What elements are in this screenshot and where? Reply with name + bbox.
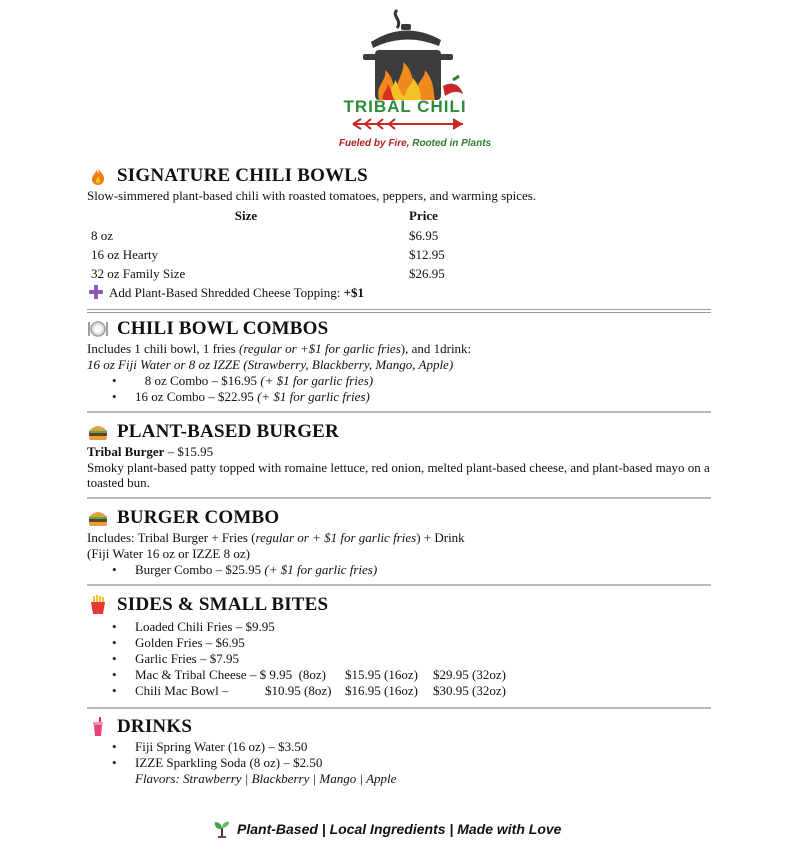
- fire-icon: [87, 166, 109, 186]
- size-header: Size: [234, 207, 258, 223]
- chili-pot-logo-icon: [335, 6, 475, 132]
- drinks-section: [87, 715, 711, 787]
- plus-icon: [89, 285, 103, 299]
- table-row: [87, 264, 487, 283]
- list-item: • 16 oz Combo – $22.95 (+ $1 for garlic fries): [87, 389, 711, 405]
- svg-text:TRIBAL CHILI: TRIBAL CHILI: [343, 97, 467, 116]
- list-item: • Fiji Spring Water (16 oz) – $3.50: [87, 739, 711, 755]
- list-item: • IZZE Sparkling Soda (8 oz) – $2.50: [87, 755, 711, 771]
- tribal-chili-logo: [335, 6, 475, 132]
- list-item: • Golden Fries – $6.95: [87, 635, 711, 651]
- price-header: Price: [409, 207, 438, 223]
- list-item: • Chili Mac Bowl – $10.95 (8oz) $16.95 (16oz) $30.95 (32oz): [87, 683, 711, 699]
- plate-icon: [87, 319, 109, 339]
- tagline-part2: Rooted in Plants: [409, 138, 492, 149]
- price-cell: $6.95: [409, 227, 439, 243]
- addon-price: +$1: [343, 285, 365, 300]
- seedling-icon: [213, 820, 231, 838]
- footer-text: Plant-Based | Local Ingredients | Made with Love: [237, 821, 562, 837]
- table-row: [87, 245, 487, 264]
- price-cell: $12.95: [409, 246, 445, 262]
- section-title: DRINKS: [117, 716, 193, 737]
- section-divider: [87, 309, 711, 313]
- combo-includes: Includes 1 chili bowl, 1 fries (regular or +$1 for garlic fries), and 1drink:: [87, 341, 472, 356]
- section-divider: [87, 707, 711, 709]
- drinks-list: [87, 739, 711, 771]
- drink-flavors: Flavors: Strawberry | Blackberry | Mango | Apple: [135, 771, 397, 786]
- footer-slogan: [213, 820, 593, 838]
- list-item: • Burger Combo – $25.95 (+ $1 for garlic fries): [87, 562, 711, 578]
- tagline: [320, 138, 510, 149]
- burger-icon: [87, 508, 109, 528]
- size-price-table: [87, 205, 487, 283]
- burger-description: Smoky plant-based patty topped with romaine lettuce, red onion, melted plant-based cheese, and plant-based mayo on a toasted bun.: [87, 460, 710, 490]
- fries-icon: [87, 595, 109, 615]
- burger-combo-drinks: (Fiji Water 16 oz or IZZE 8 oz): [87, 546, 250, 561]
- size-cell: 8 oz: [91, 227, 114, 243]
- burger-combo-includes: Includes: Tribal Burger + Fries (regular or + $1 for garlic fries) + Drink: [87, 530, 465, 545]
- combo-list: [87, 373, 711, 405]
- list-item: • Loaded Chili Fries – $9.95: [87, 619, 711, 635]
- section-title: SIDES & SMALL BITES: [117, 594, 329, 615]
- drink-cup-icon: [87, 717, 109, 737]
- addon-text: Add Plant-Based Shredded Cheese Topping:: [109, 285, 344, 300]
- tagline-part1: Fueled by Fire,: [338, 138, 410, 149]
- section-title: PLANT-BASED BURGER: [117, 421, 339, 442]
- burger-section: [87, 420, 711, 490]
- combo-drinks: 16 oz Fiji Water or 8 oz IZZE (Strawberry, Blackberry, Mango, Apple): [87, 357, 454, 372]
- burger-combo-section: [87, 506, 711, 578]
- section-description: Slow-simmered plant-based chili with roasted tomatoes, peppers, and warming spices.: [87, 188, 537, 203]
- signature-chili-section: [87, 164, 711, 301]
- section-divider: [87, 584, 711, 586]
- section-divider: [87, 411, 711, 413]
- list-item: • Mac & Tribal Cheese – $ 9.95 (8oz) $15.95 (16oz) $29.95 (32oz): [87, 667, 711, 683]
- table-row: [87, 226, 487, 245]
- price-cell: $26.95: [409, 265, 445, 281]
- cheese-addon: [87, 285, 711, 301]
- list-item: • 8 oz Combo – $16.95 (+ $1 for garlic fries): [87, 373, 711, 389]
- sides-list: [87, 619, 711, 699]
- sides-section: [87, 593, 711, 699]
- burger-name-price: Tribal Burger – $15.95: [87, 444, 214, 459]
- size-cell: 32 oz Family Size: [91, 265, 186, 281]
- section-title: SIGNATURE CHILI BOWLS: [117, 165, 368, 186]
- list-item: • Garlic Fries – $7.95: [87, 651, 711, 667]
- section-title: CHILI BOWL COMBOS: [117, 318, 329, 339]
- burger-combo-list: [87, 562, 711, 578]
- chili-combos-section: [87, 317, 711, 405]
- section-title: BURGER COMBO: [117, 507, 280, 528]
- section-divider: [87, 497, 711, 499]
- size-cell: 16 oz Hearty: [91, 246, 159, 262]
- burger-icon: [87, 422, 109, 442]
